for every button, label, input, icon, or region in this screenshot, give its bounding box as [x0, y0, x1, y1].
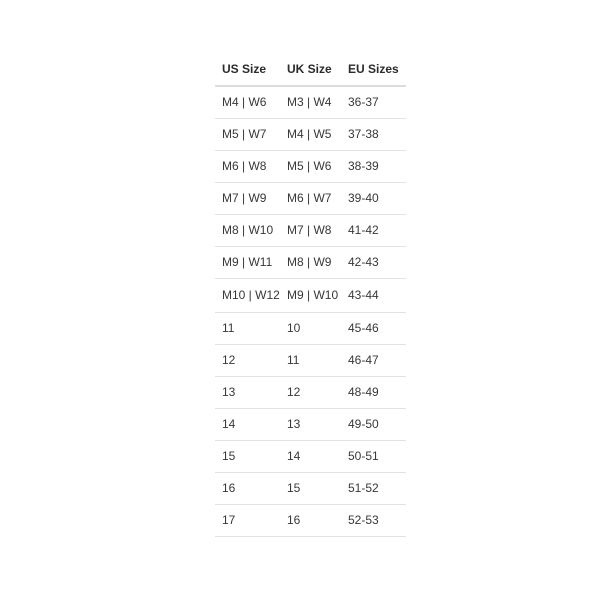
cell-us-size: 11: [215, 313, 280, 345]
cell-us-size: M10 | W12: [215, 279, 280, 313]
cell-eu-size: 52-53: [341, 505, 406, 537]
cell-us-size: M9 | W11: [215, 247, 280, 279]
table-row: [215, 119, 406, 151]
table-header: [215, 53, 406, 86]
cell-us-size: M6 | W8: [215, 151, 280, 183]
table-row: [215, 247, 406, 279]
cell-eu-size: 43-44: [341, 279, 406, 313]
header-us-size: US Size: [215, 53, 280, 86]
table-row: [215, 215, 406, 247]
table-row: [215, 151, 406, 183]
cell-us-size: 12: [215, 345, 280, 377]
cell-eu-size: 45-46: [341, 313, 406, 345]
cell-eu-size: 39-40: [341, 183, 406, 215]
header-uk-size: UK Size: [280, 53, 341, 86]
table-row: [215, 441, 406, 473]
cell-us-size: 14: [215, 409, 280, 441]
cell-eu-size: 50-51: [341, 441, 406, 473]
cell-eu-size: 51-52: [341, 473, 406, 505]
table-row: [215, 473, 406, 505]
cell-uk-size: 12: [280, 377, 341, 409]
cell-uk-size: 15: [280, 473, 341, 505]
cell-uk-size: M7 | W8: [280, 215, 341, 247]
cell-uk-size: 11: [280, 345, 341, 377]
table-row: [215, 409, 406, 441]
cell-uk-size: M6 | W7: [280, 183, 341, 215]
cell-uk-size: 14: [280, 441, 341, 473]
cell-eu-size: 37-38: [341, 119, 406, 151]
cell-eu-size: 36-37: [341, 86, 406, 119]
table-row: [215, 345, 406, 377]
cell-uk-size: 16: [280, 505, 341, 537]
table-body: [215, 86, 406, 537]
cell-us-size: M5 | W7: [215, 119, 280, 151]
cell-uk-size: M4 | W5: [280, 119, 341, 151]
cell-us-size: 15: [215, 441, 280, 473]
cell-uk-size: M5 | W6: [280, 151, 341, 183]
cell-us-size: M8 | W10: [215, 215, 280, 247]
cell-us-size: M7 | W9: [215, 183, 280, 215]
cell-uk-size: 10: [280, 313, 341, 345]
table-row: [215, 313, 406, 345]
cell-uk-size: M3 | W4: [280, 86, 341, 119]
cell-us-size: 13: [215, 377, 280, 409]
cell-uk-size: M9 | W10: [280, 279, 341, 313]
cell-uk-size: M8 | W9: [280, 247, 341, 279]
table-row: [215, 505, 406, 537]
header-row: [215, 53, 406, 86]
table-row: [215, 183, 406, 215]
cell-eu-size: 48-49: [341, 377, 406, 409]
cell-uk-size: 13: [280, 409, 341, 441]
cell-eu-size: 49-50: [341, 409, 406, 441]
table-row: [215, 377, 406, 409]
cell-eu-size: 41-42: [341, 215, 406, 247]
cell-eu-size: 46-47: [341, 345, 406, 377]
table-row: [215, 279, 406, 313]
cell-eu-size: 38-39: [341, 151, 406, 183]
cell-us-size: 16: [215, 473, 280, 505]
cell-us-size: 17: [215, 505, 280, 537]
cell-us-size: M4 | W6: [215, 86, 280, 119]
table-row: [215, 86, 406, 119]
cell-eu-size: 42-43: [341, 247, 406, 279]
header-eu-sizes: EU Sizes: [341, 53, 406, 86]
size-chart-table: [215, 53, 406, 537]
